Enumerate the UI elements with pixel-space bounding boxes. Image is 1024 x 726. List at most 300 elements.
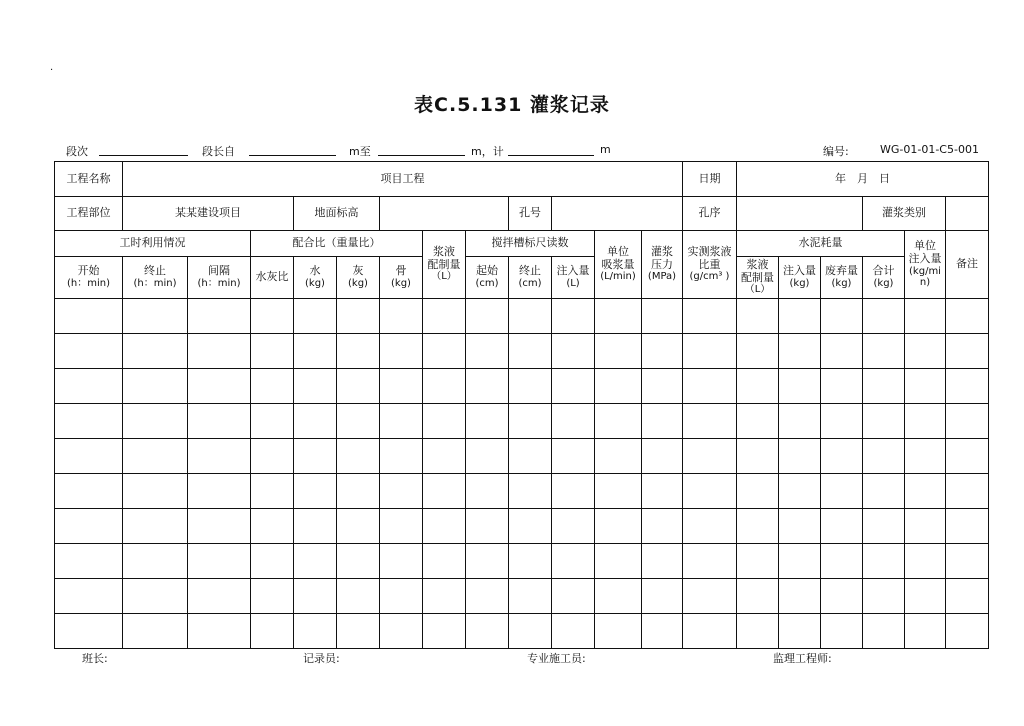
record-cell[interactable] [188, 369, 251, 404]
record-cell[interactable] [337, 369, 380, 404]
project-name-label: 工程名称 [55, 162, 123, 197]
gauge-inject-label: 注入量 [556, 264, 590, 278]
record-cell[interactable] [380, 614, 423, 649]
record-cell[interactable] [683, 369, 737, 404]
table-row [55, 404, 989, 439]
record-cell[interactable] [123, 579, 188, 614]
record-cell[interactable] [863, 299, 905, 334]
record-cell[interactable] [737, 299, 779, 334]
record-cell[interactable] [509, 474, 552, 509]
record-cell[interactable] [683, 404, 737, 439]
record-cell[interactable] [779, 614, 821, 649]
record-cell[interactable] [905, 404, 946, 439]
record-cell[interactable] [294, 334, 337, 369]
record-cell[interactable] [380, 334, 423, 369]
record-cell[interactable] [509, 404, 552, 439]
unit-absorb-line3: (L/min) [600, 271, 636, 283]
record-cell[interactable] [779, 404, 821, 439]
record-cell[interactable] [737, 334, 779, 369]
record-cell[interactable] [55, 474, 123, 509]
gauge-start-unit: (cm) [475, 278, 499, 290]
record-cell[interactable] [683, 439, 737, 474]
start-time-label: 开始 [77, 264, 100, 278]
start-time-unit: (h：min) [67, 278, 110, 290]
record-cell[interactable] [55, 439, 123, 474]
record-cell[interactable] [509, 439, 552, 474]
record-cell[interactable] [337, 404, 380, 439]
record-cell[interactable] [821, 579, 863, 614]
record-cell[interactable] [423, 299, 466, 334]
record-cell[interactable] [737, 509, 779, 544]
record-cell[interactable] [294, 614, 337, 649]
record-cell[interactable] [123, 439, 188, 474]
record-cell[interactable] [552, 369, 595, 404]
date-label: 日期 [683, 162, 737, 197]
ash-unit: (kg) [348, 278, 368, 290]
page-title: 表C.5.131 灌浆记录 [414, 94, 610, 116]
record-cell[interactable] [552, 579, 595, 614]
record-cell[interactable] [683, 544, 737, 579]
record-cell[interactable] [337, 509, 380, 544]
cement-mix-line2: 配制量 [741, 270, 774, 284]
record-cell[interactable] [251, 474, 294, 509]
record-cell[interactable] [123, 299, 188, 334]
cement-mix-line1: 浆液 [746, 258, 769, 272]
record-cell[interactable] [552, 299, 595, 334]
table-row [55, 299, 989, 334]
record-cell[interactable] [821, 614, 863, 649]
record-cell[interactable] [595, 474, 642, 509]
record-cell[interactable] [509, 544, 552, 579]
date-value[interactable]: 年 月 日 [737, 162, 989, 197]
record-cell[interactable] [55, 369, 123, 404]
record-cell[interactable] [595, 404, 642, 439]
record-cell[interactable] [423, 579, 466, 614]
part-label: 工程部位 [55, 197, 123, 231]
pressure-header [642, 231, 683, 299]
record-cell[interactable] [683, 334, 737, 369]
cement-total-unit: (kg) [873, 278, 894, 290]
record-cell[interactable] [737, 369, 779, 404]
record-cell[interactable] [123, 544, 188, 579]
record-cell[interactable] [466, 299, 509, 334]
total-field[interactable] [508, 155, 594, 156]
record-cell[interactable] [188, 614, 251, 649]
record-cell[interactable] [683, 579, 737, 614]
record-cell[interactable] [337, 614, 380, 649]
record-cell[interactable] [779, 509, 821, 544]
hole-order-value[interactable] [737, 197, 863, 231]
record-cell[interactable] [509, 614, 552, 649]
record-cell[interactable] [683, 614, 737, 649]
water-unit: (kg) [305, 278, 325, 290]
record-cell[interactable] [946, 544, 989, 579]
record-cell[interactable] [337, 579, 380, 614]
hole-no-label: 孔号 [509, 197, 552, 231]
record-cell[interactable] [905, 299, 946, 334]
grout-type-label: 灌浆类别 [863, 197, 946, 231]
record-cell[interactable] [779, 334, 821, 369]
record-cell[interactable] [905, 369, 946, 404]
record-cell[interactable] [55, 299, 123, 334]
record-cell[interactable] [905, 474, 946, 509]
record-cell[interactable] [466, 369, 509, 404]
record-cell[interactable] [380, 404, 423, 439]
record-cell[interactable] [642, 369, 683, 404]
record-cell[interactable] [509, 579, 552, 614]
record-cell[interactable] [642, 544, 683, 579]
record-cell[interactable] [294, 404, 337, 439]
record-cell[interactable] [595, 299, 642, 334]
record-cell[interactable] [642, 439, 683, 474]
interval-unit: (h：min) [197, 278, 241, 290]
wc-ratio-header: 水灰比 [251, 257, 294, 299]
unit-inject-line2: 注入量 [908, 252, 942, 265]
record-cell[interactable] [55, 614, 123, 649]
record-cell[interactable] [466, 474, 509, 509]
table-row [55, 509, 989, 544]
record-cell[interactable] [863, 579, 905, 614]
record-cell[interactable] [466, 544, 509, 579]
cement-total-label: 合计 [872, 264, 895, 278]
record-cell[interactable] [821, 439, 863, 474]
record-cell[interactable] [779, 439, 821, 474]
record-cell[interactable] [779, 474, 821, 509]
record-cell[interactable] [683, 299, 737, 334]
cement-mix-header [737, 257, 779, 299]
record-cell[interactable] [552, 334, 595, 369]
record-cell[interactable] [737, 614, 779, 649]
gauge-group-header: 搅拌槽标尺读数 [466, 231, 595, 257]
record-cell[interactable] [380, 439, 423, 474]
record-cell[interactable] [294, 544, 337, 579]
record-cell[interactable] [466, 334, 509, 369]
record-cell[interactable] [863, 509, 905, 544]
aggregate-unit: (kg) [391, 278, 411, 290]
unit-absorb-line1: 单位 [607, 245, 629, 259]
record-cell[interactable] [55, 334, 123, 369]
pressure-line3: (MPa) [647, 271, 677, 283]
slurry-mix-line3: （L） [431, 271, 457, 283]
record-cell[interactable] [251, 579, 294, 614]
record-cell[interactable] [642, 614, 683, 649]
hole-order-label: 孔序 [683, 197, 737, 231]
record-cell[interactable] [55, 509, 123, 544]
ash-header [337, 257, 380, 299]
record-cell[interactable] [821, 474, 863, 509]
record-cell[interactable] [821, 544, 863, 579]
end-time-unit: (h：min) [133, 278, 177, 290]
interval-header [188, 257, 251, 299]
record-cell[interactable] [380, 299, 423, 334]
record-cell[interactable] [642, 299, 683, 334]
to-label: m至 [349, 145, 371, 158]
record-cell[interactable] [337, 544, 380, 579]
corner-dot: . [50, 62, 54, 73]
cement-total-header [863, 257, 905, 299]
record-cell[interactable] [595, 369, 642, 404]
cement-waste-header [821, 257, 863, 299]
record-cell[interactable] [188, 509, 251, 544]
record-cell[interactable] [821, 299, 863, 334]
record-cell[interactable] [552, 439, 595, 474]
slurry-mix-line1: 浆液 [433, 245, 455, 259]
record-cell[interactable] [251, 334, 294, 369]
ash-label: 灰 [352, 264, 364, 278]
record-cell[interactable] [423, 334, 466, 369]
project-name-value[interactable]: 项目工程 [123, 162, 683, 197]
table-row [55, 614, 989, 649]
record-cell[interactable] [737, 579, 779, 614]
record-cell[interactable] [123, 334, 188, 369]
total-label: m，计 [471, 145, 504, 158]
length-to-field[interactable] [378, 155, 465, 156]
record-cell[interactable] [251, 404, 294, 439]
density-header [683, 231, 737, 299]
record-cell[interactable] [337, 439, 380, 474]
technician-label: 专业施工员: [527, 652, 586, 665]
record-cell[interactable] [294, 369, 337, 404]
density-line1: 实测浆液 [687, 245, 732, 259]
record-cell[interactable] [423, 369, 466, 404]
record-cell[interactable] [683, 474, 737, 509]
record-cell[interactable] [55, 579, 123, 614]
record-cell[interactable] [423, 544, 466, 579]
record-cell[interactable] [946, 579, 989, 614]
record-cell[interactable] [779, 579, 821, 614]
record-cell[interactable] [595, 509, 642, 544]
record-cell[interactable] [737, 439, 779, 474]
record-cell[interactable] [188, 334, 251, 369]
interval-label: 间隔 [208, 264, 230, 278]
record-cell[interactable] [863, 614, 905, 649]
record-cell[interactable] [509, 369, 552, 404]
record-cell[interactable] [188, 404, 251, 439]
record-cell[interactable] [552, 474, 595, 509]
record-cell[interactable] [251, 439, 294, 474]
gauge-inject-header [552, 257, 595, 299]
record-cell[interactable] [294, 299, 337, 334]
record-cell[interactable] [188, 474, 251, 509]
record-cell[interactable] [737, 404, 779, 439]
record-cell[interactable] [946, 369, 989, 404]
record-cell[interactable] [821, 404, 863, 439]
leader-label: 班长: [82, 652, 108, 665]
record-cell[interactable] [188, 439, 251, 474]
record-cell[interactable] [552, 614, 595, 649]
record-cell[interactable] [821, 369, 863, 404]
record-cell[interactable] [642, 509, 683, 544]
record-cell[interactable] [946, 614, 989, 649]
cement-waste-label: 废弃量 [825, 264, 858, 278]
ground-elevation-label: 地面标高 [294, 197, 380, 231]
record-cell[interactable] [552, 544, 595, 579]
gauge-inject-unit: (L) [566, 278, 580, 290]
record-cell[interactable] [946, 474, 989, 509]
length-from-label: 段长自 [202, 145, 235, 158]
record-cell[interactable] [423, 404, 466, 439]
record-cell[interactable] [905, 614, 946, 649]
cement-waste-unit: (kg) [831, 278, 852, 290]
record-cell[interactable] [423, 439, 466, 474]
m-unit: m [600, 143, 611, 156]
record-cell[interactable] [946, 404, 989, 439]
record-cell[interactable] [294, 579, 337, 614]
cement-mix-line3: （L） [744, 284, 771, 296]
record-cell[interactable] [337, 474, 380, 509]
record-cell[interactable] [905, 544, 946, 579]
record-cell[interactable] [123, 369, 188, 404]
table-row [55, 579, 989, 614]
record-cell[interactable] [595, 544, 642, 579]
remark-header: 备注 [946, 231, 989, 299]
record-cell[interactable] [595, 334, 642, 369]
record-cell[interactable] [863, 369, 905, 404]
unit-absorb-header [595, 231, 642, 299]
record-cell[interactable] [123, 614, 188, 649]
unit-inject-line3: (kg/mi [909, 265, 941, 277]
time-group-header: 工时利用情况 [55, 231, 251, 257]
record-cell[interactable] [779, 299, 821, 334]
record-cell[interactable] [251, 544, 294, 579]
record-cell[interactable] [251, 614, 294, 649]
record-cell[interactable] [380, 474, 423, 509]
record-cell[interactable] [466, 509, 509, 544]
record-cell[interactable] [595, 439, 642, 474]
record-cell[interactable] [905, 509, 946, 544]
record-cell[interactable] [380, 579, 423, 614]
ground-elevation-value[interactable] [380, 197, 509, 231]
slurry-mix-line2: 配制量 [427, 257, 461, 271]
density-line2: 比重 [698, 257, 721, 271]
record-cell[interactable] [294, 474, 337, 509]
record-rows [55, 299, 989, 649]
record-cell[interactable] [188, 544, 251, 579]
gauge-end-unit: (cm) [518, 278, 542, 290]
cement-inject-label: 注入量 [783, 264, 816, 278]
record-cell[interactable] [423, 614, 466, 649]
record-cell[interactable] [509, 509, 552, 544]
table-row [55, 439, 989, 474]
record-cell[interactable] [863, 474, 905, 509]
record-cell[interactable] [905, 334, 946, 369]
end-time-header [123, 257, 188, 299]
ratio-group-header: 配合比（重量比） [251, 231, 423, 257]
record-cell[interactable] [905, 579, 946, 614]
record-cell[interactable] [683, 509, 737, 544]
record-cell[interactable] [863, 544, 905, 579]
record-cell[interactable] [863, 439, 905, 474]
recorder-label: 记录员: [303, 652, 340, 665]
segment-field[interactable] [99, 155, 188, 156]
record-cell[interactable] [946, 439, 989, 474]
unit-inject-header [905, 231, 946, 299]
record-cell[interactable] [642, 404, 683, 439]
unit-inject-line1: 单位 [914, 239, 936, 253]
record-cell[interactable] [337, 299, 380, 334]
record-cell[interactable] [123, 509, 188, 544]
record-cell[interactable] [737, 544, 779, 579]
record-cell[interactable] [380, 509, 423, 544]
cement-inject-unit: (kg) [789, 278, 810, 290]
record-cell[interactable] [123, 474, 188, 509]
table-row [55, 474, 989, 509]
water-header [294, 257, 337, 299]
record-cell[interactable] [509, 334, 552, 369]
record-cell[interactable] [905, 439, 946, 474]
record-cell[interactable] [821, 509, 863, 544]
record-cell[interactable] [779, 369, 821, 404]
record-cell[interactable] [294, 509, 337, 544]
record-cell[interactable] [188, 299, 251, 334]
table-row [55, 334, 989, 369]
record-cell[interactable] [380, 544, 423, 579]
record-cell[interactable] [423, 509, 466, 544]
record-cell[interactable] [466, 404, 509, 439]
record-cell[interactable] [251, 369, 294, 404]
record-cell[interactable] [863, 334, 905, 369]
length-from-field[interactable] [249, 155, 336, 156]
record-cell[interactable] [642, 334, 683, 369]
record-cell[interactable] [380, 369, 423, 404]
record-cell[interactable] [863, 404, 905, 439]
grouting-record-table [54, 161, 989, 649]
water-label: 水 [309, 264, 321, 278]
record-cell[interactable] [123, 404, 188, 439]
record-cell[interactable] [595, 614, 642, 649]
cement-inject-header [779, 257, 821, 299]
record-cell[interactable] [423, 474, 466, 509]
record-cell[interactable] [466, 614, 509, 649]
record-cell[interactable] [946, 509, 989, 544]
record-cell[interactable] [642, 474, 683, 509]
record-cell[interactable] [946, 334, 989, 369]
segment-label: 段次 [66, 145, 88, 158]
record-cell[interactable] [55, 544, 123, 579]
record-cell[interactable] [779, 544, 821, 579]
unit-absorb-line2: 吸浆量 [601, 257, 635, 271]
record-cell[interactable] [251, 299, 294, 334]
grout-type-value[interactable] [946, 197, 989, 231]
record-cell[interactable] [294, 439, 337, 474]
part-value[interactable]: 某某建设项目 [123, 197, 294, 231]
record-cell[interactable] [946, 299, 989, 334]
table-row [55, 544, 989, 579]
start-time-header [55, 257, 123, 299]
gauge-start-header [466, 257, 509, 299]
record-cell[interactable] [595, 579, 642, 614]
code-label: 编号: [823, 145, 849, 158]
pressure-line1: 灌浆 [651, 245, 673, 259]
record-cell[interactable] [821, 334, 863, 369]
record-cell[interactable] [55, 404, 123, 439]
record-cell[interactable] [251, 509, 294, 544]
record-cell[interactable] [552, 509, 595, 544]
record-cell[interactable] [466, 439, 509, 474]
aggregate-header [380, 257, 423, 299]
record-cell[interactable] [552, 404, 595, 439]
unit-inject-line4: n) [919, 277, 931, 289]
record-cell[interactable] [642, 579, 683, 614]
record-cell[interactable] [337, 334, 380, 369]
supervisor-label: 监理工程师: [773, 652, 832, 665]
record-cell[interactable] [188, 579, 251, 614]
record-cell[interactable] [737, 474, 779, 509]
hole-no-value[interactable] [552, 197, 683, 231]
record-cell[interactable] [466, 579, 509, 614]
record-cell[interactable] [509, 299, 552, 334]
density-line3: (g/cm³ ) [689, 271, 730, 283]
